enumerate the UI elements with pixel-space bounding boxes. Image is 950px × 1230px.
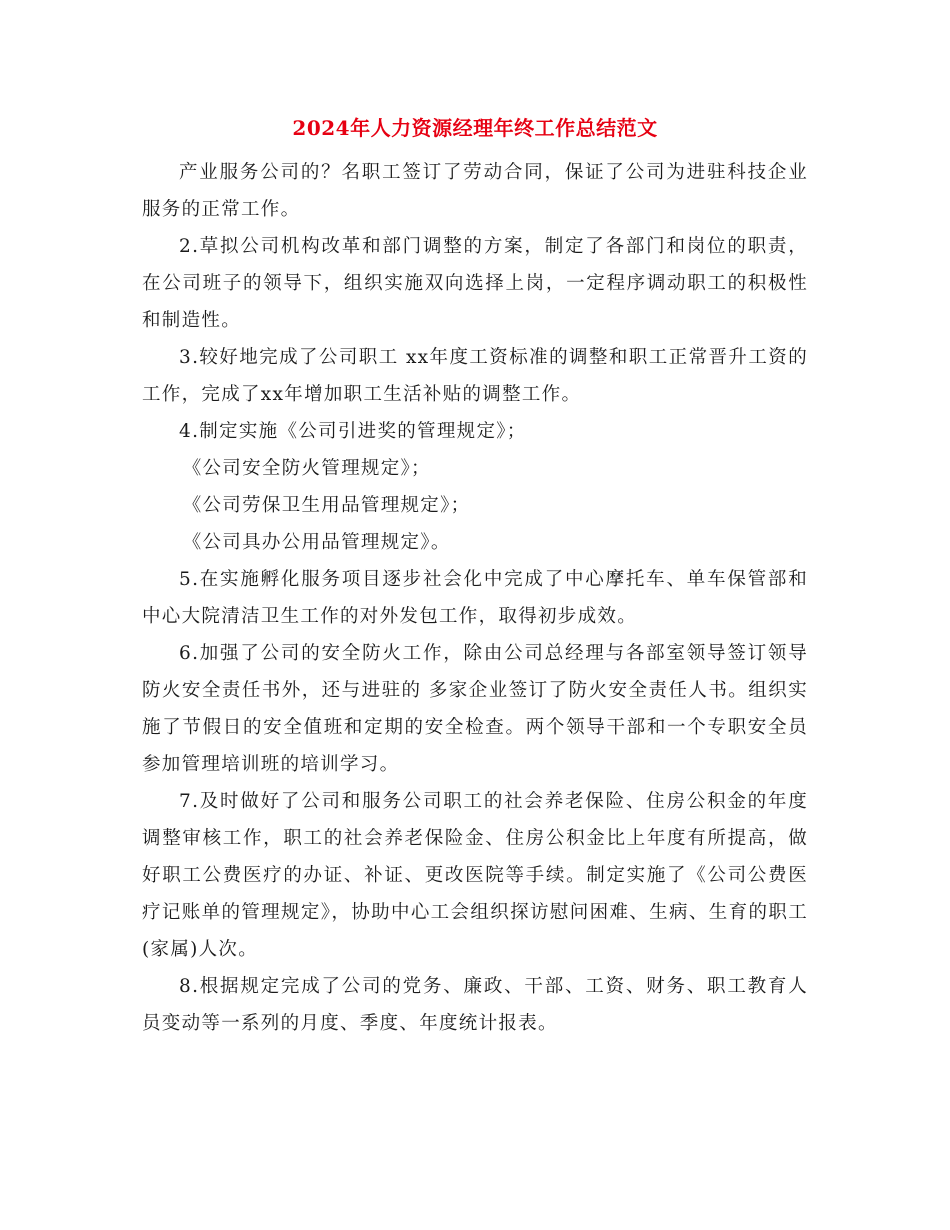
document-body bbox=[142, 154, 808, 1042]
paragraph-8: 8.根据规定完成了公司的党务、廉政、干部、工资、财务、职工教育人员变动等一系列的月度、季度、年度统计报表。 bbox=[142, 976, 808, 1034]
paragraph-7: 7.及时做好了公司和服务公司职工的社会养老保险、住房公积金的年度调整审核工作，职工的社会养老保险金、住房公积金比上年度有所提高，做好职工公费医疗的办证、补证、更改医院等手续。制定实施了《公司公费医疗记账单的管理规定》，协助中心工会组织探访慰问困难、生病、生育的职工(家属)人次。 bbox=[142, 791, 808, 960]
paragraph-2: 2.草拟公司机构改革和部门调整的方案，制定了各部门和岗位的职责，在公司班子的领导下，组织实施双向选择上岗，一定程序调动职工的积极性和制造性。 bbox=[142, 236, 808, 331]
regulation-item-1: 《公司安全防火管理规定》； bbox=[182, 458, 431, 479]
paragraph-4: 4.制定实施《公司引进奖的管理规定》； bbox=[179, 421, 527, 442]
paragraph-1: 产业服务公司的？名职工签订了劳动合同，保证了公司为进驻科技企业服务的正常工作。 bbox=[142, 162, 808, 220]
regulation-item-3: 《公司具办公用品管理规定》。 bbox=[182, 532, 451, 553]
paragraph-5: 5.在实施孵化服务项目逐步社会化中完成了中心摩托车、单车保管部和中心大院清洁卫生工作的对外发包工作，取得初步成效。 bbox=[142, 569, 808, 627]
paragraph-3: 3.较好地完成了公司职工 xx年度工资标准的调整和职工正常晋升工资的工作，完成了xx年增加职工生活补贴的调整工作。 bbox=[142, 347, 808, 405]
regulation-item-2: 《公司劳保卫生用品管理规定》； bbox=[182, 495, 471, 516]
paragraph-6: 6.加强了公司的安全防火工作，除由公司总经理与各部室领导签订领导防火安全责任书外，还与进驻的 多家企业签订了防火安全责任人书。组织实施了节假日的安全值班和定期的安全检查。两个领导干部和一个专职安全员参加管理培训班的培训学习。 bbox=[142, 643, 808, 775]
document-title: 2024年人力资源经理年终工作总结范文 bbox=[292, 116, 658, 140]
